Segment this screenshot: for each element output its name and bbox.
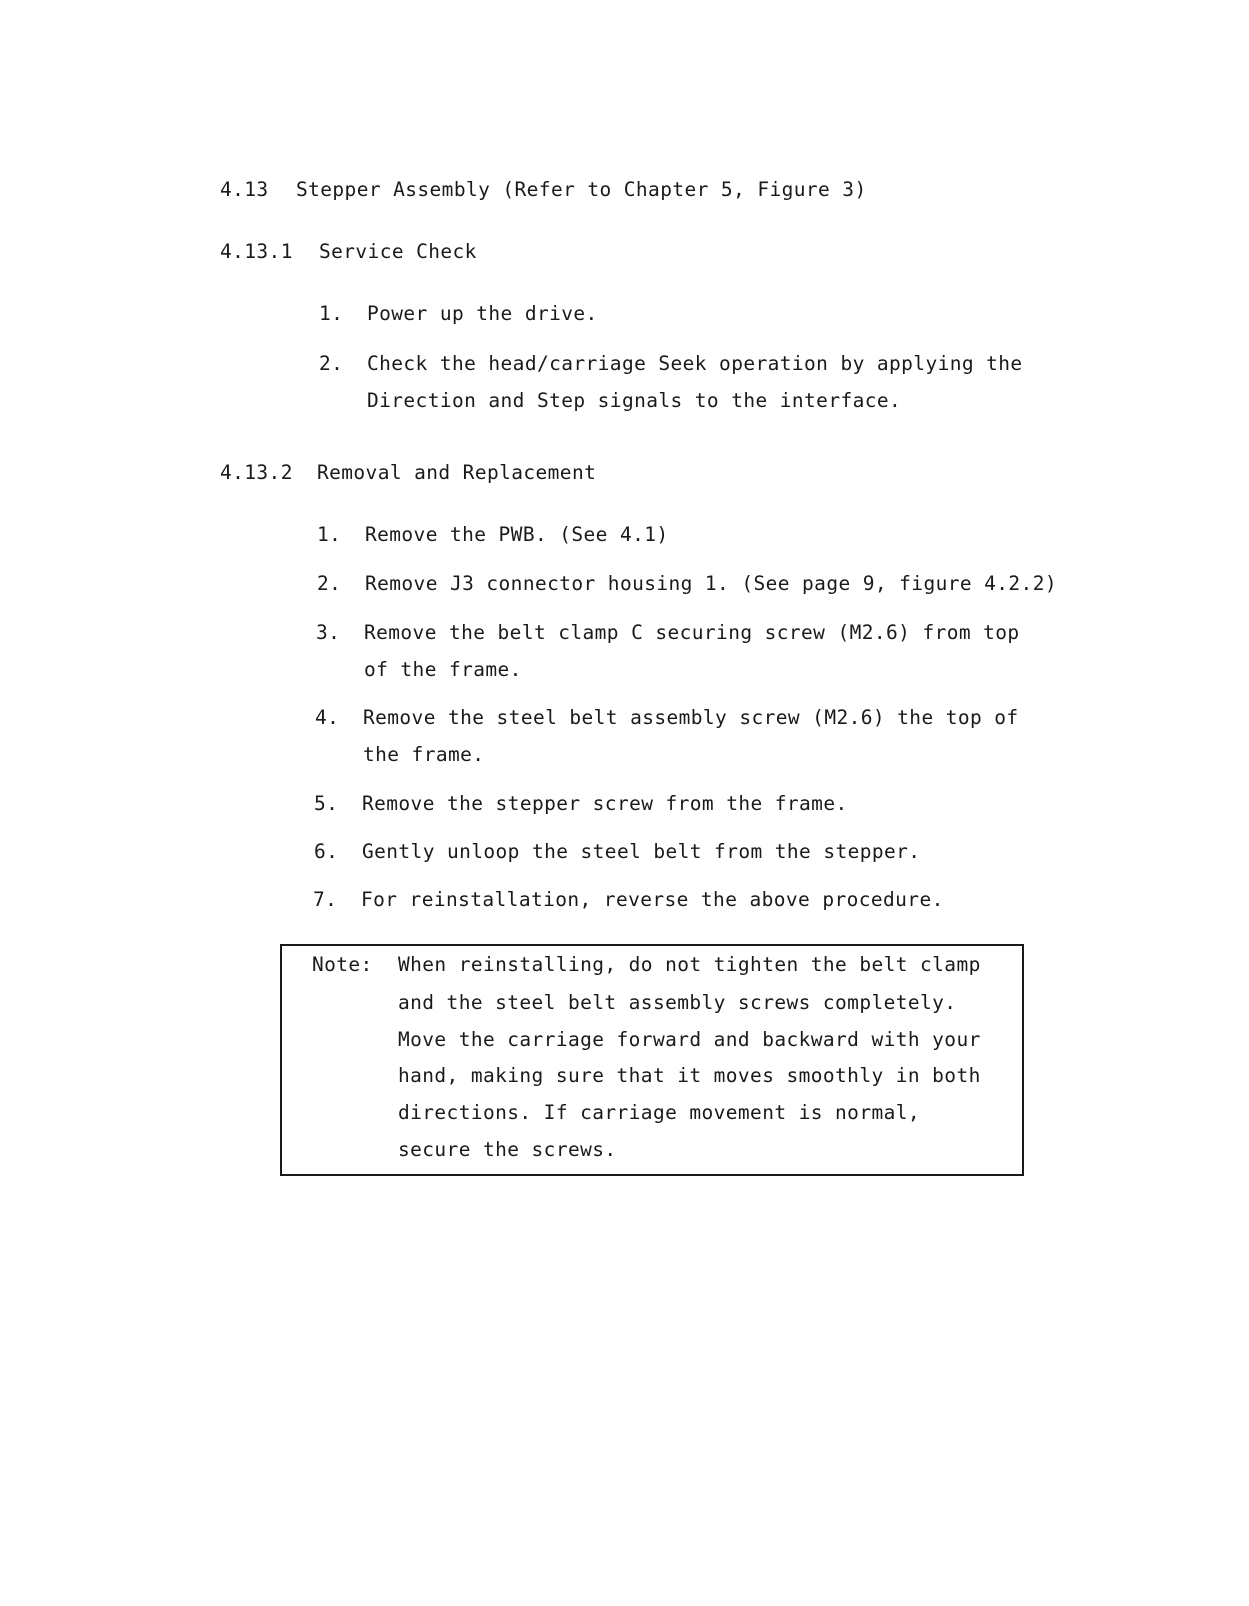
- note-box: [280, 944, 1024, 1176]
- list-item-number: 1.: [319, 302, 344, 325]
- note-line: When reinstalling, do not tighten the belt clamp: [398, 953, 981, 976]
- list-item-number: 5.: [314, 792, 339, 815]
- list-item-text: For reinstallation, reverse the above procedure.: [361, 888, 944, 911]
- note-line: Move the carriage forward and backward with your: [398, 1028, 981, 1051]
- list-item-number: 7.: [313, 888, 338, 911]
- section-4-13-1-number: 4.13.1: [220, 240, 293, 263]
- section-4-13-1-title: Service Check: [319, 240, 477, 263]
- section-4-13-title: Stepper Assembly (Refer to Chapter 5, Figure 3): [296, 178, 867, 201]
- list-item-number: 3.: [316, 621, 341, 644]
- list-item-number: 6.: [314, 840, 339, 863]
- note-line: and the steel belt assembly screws completely.: [398, 991, 957, 1014]
- list-item-text: Remove the belt clamp C securing screw (M2.6) from top: [364, 621, 1020, 644]
- list-item-text: Power up the drive.: [367, 302, 598, 325]
- list-item-text: Remove the stepper screw from the frame.: [362, 792, 848, 815]
- list-item-number: 2.: [317, 572, 342, 595]
- list-item-number: 1.: [317, 523, 342, 546]
- list-item-number: 2.: [319, 352, 344, 375]
- note-line: hand, making sure that it moves smoothly in both: [398, 1064, 981, 1087]
- list-item-text: Remove the PWB. (See 4.1): [365, 523, 669, 546]
- list-item-text: Remove the steel belt assembly screw (M2.6) the top of: [363, 706, 1019, 729]
- list-item-text: the frame.: [363, 743, 485, 766]
- note-line: directions. If carriage movement is normal,: [398, 1101, 921, 1124]
- section-4-13-number: 4.13: [220, 178, 269, 201]
- list-item-number: 4.: [315, 706, 340, 729]
- note-line: secure the screws.: [398, 1138, 617, 1161]
- list-item-text: Remove J3 connector housing 1. (See page 9, figure 4.2.2): [365, 572, 1057, 595]
- list-item-text: of the frame.: [364, 658, 522, 681]
- section-4-13-2-number: 4.13.2: [220, 461, 293, 484]
- note-label: Note:: [312, 953, 373, 976]
- list-item-text: Check the head/carriage Seek operation by applying the: [367, 352, 1023, 375]
- list-item-text: Gently unloop the steel belt from the stepper.: [362, 840, 921, 863]
- list-item-text: Direction and Step signals to the interface.: [367, 389, 902, 412]
- section-4-13-2-title: Removal and Replacement: [317, 461, 597, 484]
